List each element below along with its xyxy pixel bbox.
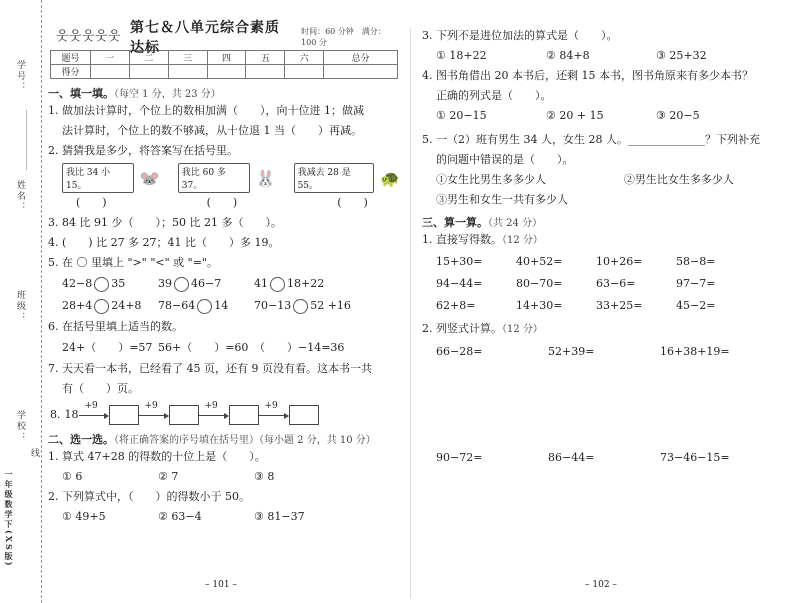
score-cell[interactable] (285, 65, 324, 79)
question-1-2: 2. 猜猜我是多少，将答案写在括号里。 (48, 144, 238, 157)
options-2-2 (62, 507, 400, 527)
question-2-3: 3. 下列不是进位加法的算式是（ ）。 (422, 29, 618, 42)
fill-expression[interactable]: 56+（ ）=60 (158, 341, 249, 354)
book-label: 一年级数学下(XS版) (4, 470, 14, 568)
calc-item[interactable]: 40+52= (516, 255, 563, 268)
fill-expression[interactable]: 24+（ ）=57 (62, 341, 153, 354)
calc-item[interactable]: 15+30= (436, 255, 483, 268)
arrow-icon: +9 (139, 405, 169, 425)
option[interactable]: ③ 81−37 (254, 510, 305, 523)
score-cell[interactable] (91, 65, 130, 79)
arrow-icon: +9 (199, 405, 229, 425)
compare-circle[interactable] (94, 277, 109, 292)
guess-row (62, 163, 400, 193)
question-3-1: 1. 直接写得数。（12 分） (422, 233, 543, 246)
question-1-7: 7. 天天看一本书，已经看了 45 页，还有 9 页没有看。这本书一共 有（ ）页。 (48, 362, 372, 395)
option[interactable]: ① 49+5 (62, 510, 106, 523)
section-3-title: 三、算一算。（共 24 分） (422, 216, 543, 229)
score-cell[interactable] (324, 65, 398, 79)
section-1-title: 一、填一填。（每空 1 分，共 23 分） (48, 87, 221, 100)
name-label: 姓名： (15, 180, 25, 213)
student-id-label: 学号： (15, 60, 25, 93)
question-2-2: 2. 下列算式中，（ ）的得数小于 50。 (48, 490, 250, 503)
calc-item[interactable]: 14+30= (516, 299, 563, 312)
option[interactable]: ① 18+22 (436, 49, 487, 62)
compare-circle[interactable] (174, 277, 189, 292)
calc-item[interactable]: 58−8= (676, 255, 716, 268)
right-page (422, 26, 782, 468)
guess-answers (76, 193, 400, 213)
speech-bubble: 我比 60 多 37。 (178, 163, 250, 193)
score-cell[interactable] (246, 65, 285, 79)
vertical-calc-item[interactable]: 16+38+19= (660, 345, 730, 358)
option[interactable]: ②男生比女生多多少人 (623, 173, 734, 186)
vertical-calc-row-2 (436, 448, 782, 468)
mouse-icon: 🐭 (139, 168, 160, 188)
answer-blank[interactable]: ( ) (76, 196, 107, 209)
option[interactable]: ①女生比男生多多少人 (436, 173, 546, 186)
vertical-calc-item[interactable]: 86−44= (548, 451, 595, 464)
question-1-5: 5. 在 〇 里填上 ">" "<" 或 "="。 (48, 256, 218, 269)
page-divider (410, 28, 411, 598)
options-2-4 (436, 106, 782, 126)
score-table-header: 四 (207, 51, 246, 65)
number-chain: 8. 18 +9 +9 +9 +9 (50, 399, 400, 425)
cut-line-label: 线 (29, 448, 39, 459)
vertical-calc-item[interactable]: 90−72= (436, 451, 483, 464)
chain-box[interactable] (109, 405, 139, 425)
question-3-2: 2. 列竖式计算。（12 分） (422, 322, 543, 335)
answer-blank[interactable]: ( ) (337, 196, 368, 209)
score-table-header: 一 (91, 51, 130, 65)
page-number-left: – 101 – (205, 580, 237, 590)
question-2-1: 1. 算式 47+28 的得数的十位上是（ ）。 (48, 450, 266, 463)
children-figures-icon: 웃 웃 웃 웃 웃 (56, 29, 121, 44)
option[interactable]: ② 20 + 15 (546, 109, 604, 122)
fill-grid (62, 337, 400, 359)
score-table-header: 题号 (51, 51, 91, 65)
options-2-3 (436, 46, 782, 66)
options-2-1 (62, 467, 400, 487)
arrow-icon: +9 (259, 405, 289, 425)
option[interactable]: ② 63−4 (158, 510, 202, 523)
vertical-calc-item[interactable]: 66−28= (436, 345, 483, 358)
time-score-info: 时间：60 分钟 满分：100 分 (301, 27, 386, 47)
score-table-header: 五 (246, 51, 285, 65)
calc-item[interactable]: 45−2= (676, 299, 716, 312)
option[interactable]: ② 84+8 (546, 49, 590, 62)
option[interactable]: ① 6 (62, 470, 83, 483)
chain-box[interactable] (289, 405, 319, 425)
chain-box[interactable] (229, 405, 259, 425)
question-1-6: 6. 在括号里填上适当的数。 (48, 320, 183, 333)
option[interactable]: ③ 25+32 (656, 49, 707, 62)
answer-blank[interactable]: ( ) (206, 196, 238, 209)
option[interactable]: ③男生和女生一共有多少人 (436, 193, 568, 206)
score-row-label: 得分 (51, 65, 91, 79)
option[interactable]: ② 7 (158, 470, 179, 483)
score-cell[interactable] (207, 65, 246, 79)
compare-circle[interactable] (293, 299, 308, 314)
compare-circle[interactable] (94, 299, 109, 314)
calc-item[interactable]: 10+26= (596, 255, 643, 268)
chain-box[interactable] (169, 405, 199, 425)
question-1-1: 1. 做加法计算时，个位上的数相加满（ ），向十位进 1；做减 法计算时，个位上的数不够减，从十位退 1 当（ ）再减。 (48, 104, 364, 137)
score-table-header: 六 (285, 51, 324, 65)
calc-item[interactable]: 33+25= (596, 299, 643, 312)
rabbit-icon: 🐰 (255, 168, 276, 188)
compare-circle[interactable] (197, 299, 212, 314)
calc-item[interactable]: 94−44= (436, 277, 483, 290)
page-title: 第七＆八单元综合素质达标 (130, 20, 280, 56)
options-2-5b (436, 190, 782, 210)
speech-bubble: 我比 34 小 15。 (62, 163, 134, 193)
binding-strip (0, 0, 42, 603)
arrow-icon: +9 (79, 405, 109, 425)
question-2-5: 5. 一（2）班有男生 34 人，女生 28 人。______________？下列补充 的问题中错误的是（ ）。 (422, 133, 760, 166)
question-1-3: 3. 84 比 91 少（ ）；50 比 21 多（ ）。 (48, 216, 282, 229)
score-table-header: 三 (168, 51, 207, 65)
vertical-calc-item[interactable]: 73−46−15= (660, 451, 730, 464)
left-page (48, 20, 401, 527)
option[interactable]: ③ 20−5 (656, 109, 700, 122)
score-cell[interactable] (129, 65, 168, 79)
class-label: 班级： (15, 290, 25, 323)
vertical-calc-row-1 (436, 342, 782, 362)
calc-item[interactable]: 80−70= (516, 277, 563, 290)
header (48, 20, 400, 56)
options-2-5 (436, 170, 782, 190)
score-table-header: 总分 (324, 51, 398, 65)
turtle-icon: 🐢 (380, 168, 401, 188)
binding-line (26, 110, 27, 170)
question-1-4: 4. ( ) 比 27 多 27；41 比（ ）多 19。 (48, 236, 280, 249)
school-label: 学校： (15, 410, 25, 443)
fill-expression[interactable]: （ ）−14=36 (254, 341, 345, 354)
calc-item[interactable]: 63−6= (596, 277, 636, 290)
option[interactable]: ① 20−15 (436, 109, 487, 122)
direct-calc-grid (436, 251, 782, 317)
score-table (50, 50, 398, 79)
page-number-right: – 102 – (585, 580, 617, 590)
calc-item[interactable]: 97−7= (676, 277, 716, 290)
option[interactable]: ③ 8 (254, 470, 275, 483)
speech-bubble: 我减去 28 是 55。 (294, 163, 375, 193)
score-table-header: 二 (129, 51, 168, 65)
calc-item[interactable]: 62+8= (436, 299, 476, 312)
vertical-calc-item[interactable]: 52+39= (548, 345, 595, 358)
question-2-4: 4. 图书角借出 20 本书后，还剩 15 本书，图书角原来有多少本书？ 正确的列式是（ ）。 (422, 69, 753, 102)
compare-grid: 42−8 35 39 46−7 41 18+22 28+4 24+8 78−64 14 70−13 52 +16 (62, 277, 351, 312)
section-2-title: 二、选一选。（将正确答案的序号填在括号里）（每小题 2 分，共 10 分） (48, 433, 376, 446)
compare-circle[interactable] (270, 277, 285, 292)
score-cell[interactable] (168, 65, 207, 79)
